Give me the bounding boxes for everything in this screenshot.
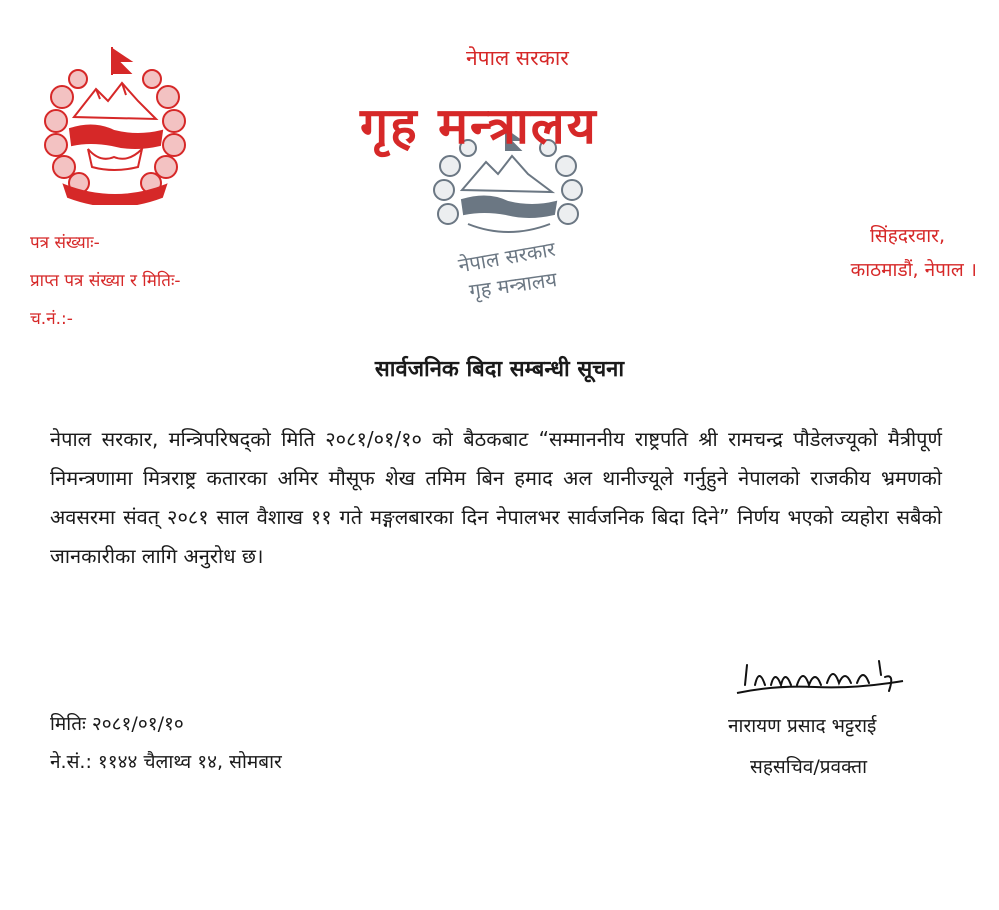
government-label: नेपाल सरकार [466,46,569,70]
address-line-1: सिंहदरवार, [869,225,945,247]
notice-body: नेपाल सरकार, मन्त्रिपरिषद्को मिति २०८१/०१/१० को बैठकबाट “सम्माननीय राष्ट्रपति श्री रामचन्द्र पौडेलज्यूको मैत्रीपूर्ण निमन्त्रणामा मित्रराष्ट्र कतारका अमिर मौसूफ शेख तमिम बिन हमाद अल थानीज्यूले गर्नुहुने नेपालको राजकीय भ्रमणको अवसरमा संवत् २०८१ साल वैशाख ११ गते मङ्गलबारका दिन नेपालभर सार्वजनिक बिदा दिने” निर्णय भएको व्यहोरा सबैको जानकारीका लागि अनुरोध छ। [50,427,942,568]
nepal-sambat-date: ने.सं.: ११४४ चैलाथ्व १४, सोमबार [50,751,282,773]
nepal-coat-of-arms-icon [34,45,196,205]
handwritten-signature [735,655,905,701]
ministry-title: गृह मन्त्रालय [360,97,598,155]
stamp-text-line2: गृह मन्त्रालय [467,267,559,304]
address-line-2: काठमाडौं, नेपाल । [850,259,977,281]
letter-number-label: पत्र संख्याः- [30,233,100,253]
coat-of-arms-emblem [34,45,196,205]
stamp-text-line1: नेपाल सरकार [456,236,558,278]
notice-title: सार्वजनिक बिदा सम्बन्धी सूचना [374,357,625,382]
signatory-name: नारायण प्रसाद भट्टराई [728,715,877,737]
notice-date: मितिः २०८१/०१/१० [50,713,184,735]
received-letter-label: प्राप्त पत्र संख्या र मितिः- [30,271,181,291]
signatory-title: सहसचिव/प्रवक्ता [750,756,868,778]
dispatch-number-label: च.नं.:- [30,309,73,329]
